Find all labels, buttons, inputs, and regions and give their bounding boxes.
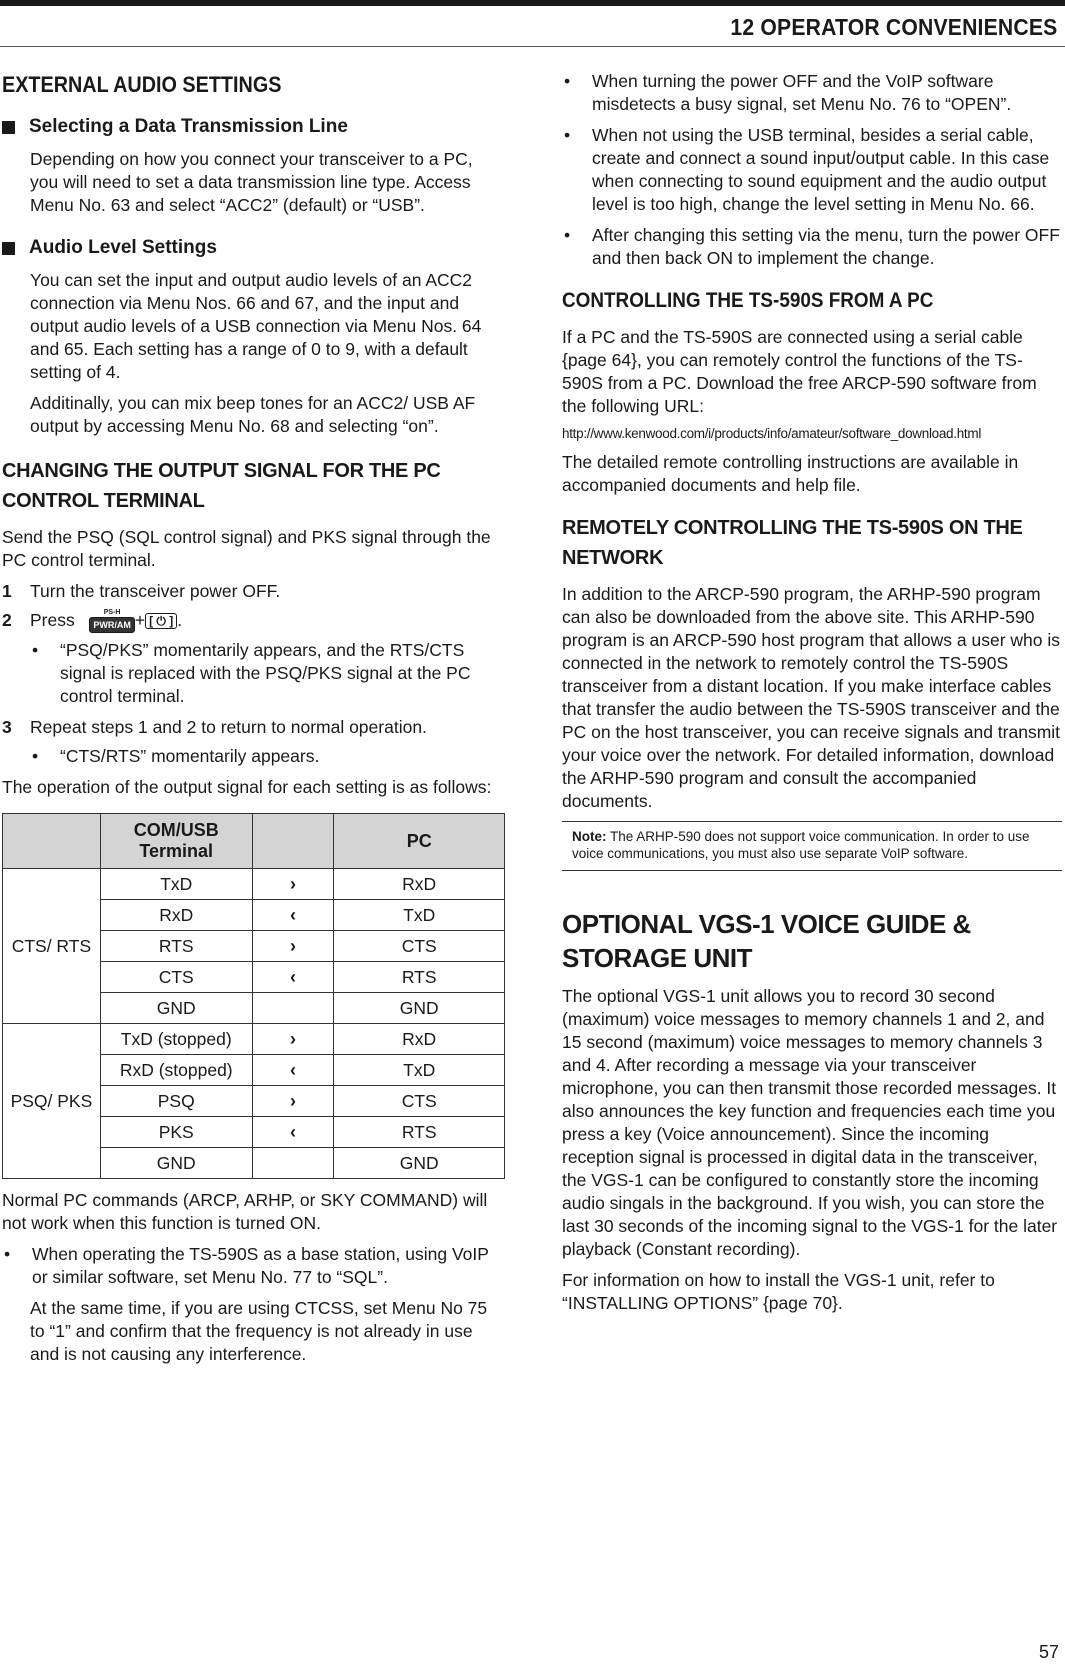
direction-cell <box>252 1148 334 1179</box>
chapter-rule <box>0 46 1065 47</box>
com-cell: PSQ <box>100 1086 252 1117</box>
step-2-text <box>30 609 182 633</box>
com-cell: RxD <box>100 900 252 931</box>
output-signal-heading: CHANGING THE OUTPUT SIGNAL FOR THE PC CONTROL TERMINAL <box>2 460 441 512</box>
com-cell: GND <box>100 993 252 1024</box>
step-1-text: Turn the transceiver power OFF. <box>30 581 281 601</box>
plus-sign: + <box>134 610 146 630</box>
step-3-bullet-text: “CTS/RTS” momentarily appears. <box>60 746 320 767</box>
pc-cell: RxD <box>334 1024 505 1055</box>
list-item <box>562 224 1062 270</box>
table-intro: The operation of the output signal for each setting is as follows: <box>2 777 492 798</box>
bullet-dot: • <box>564 225 571 245</box>
list-item-text: When turning the power OFF and the VoIP software misdetects a busy signal, set Menu No. 76 to “OPEN”. <box>592 71 1012 114</box>
audio-level-heading <box>2 235 505 261</box>
direction-cell: ‹ <box>252 900 334 931</box>
table-row <box>3 869 505 900</box>
remote-text: In addition to the ARCP-590 program, the ARHP-590 program can also be downloaded from the above site. This ARHP-590 program is an ARCP-590 host program that allows a user who is connected in the network to remotely control the TS-590S transceiver from a distant location. If you make interface cables that transfer the audio between the TS-590S transceiver and the PC on the host transceiver, you can receive signals and transmit your voice over the network. For detailed information, download the ARHP-590 program and consult the accompanied documents. <box>562 584 1061 811</box>
controlling-text: If a PC and the TS-590S are connected using a serial cable {page 64}, you can remotely control the functions of the TS-590S from a PC. Download the free ARCP-590 software from the following URL: <box>562 327 1037 416</box>
controlling-text-2: The detailed remote controlling instructions are available in accompanied documents and help file. <box>562 452 1019 495</box>
pwr-am-key-top: PS-H <box>103 609 121 617</box>
com-cell: GND <box>100 1148 252 1179</box>
pwr-am-key <box>89 609 135 633</box>
list-item <box>562 124 1062 216</box>
output-signal-intro: Send the PSQ (SQL control signal) and PKS signal through the PC control terminal. <box>2 527 491 570</box>
square-bullet-icon <box>2 242 15 255</box>
note-box <box>562 821 1062 871</box>
table-header-pc: PC <box>334 814 505 869</box>
table-header-com: COM/USB Terminal <box>100 814 252 869</box>
table-header-row <box>3 814 505 869</box>
audio-level-text-1: You can set the input and output audio levels of an ACC2 connection via Menu Nos. 66 and 67, and the input and output audio levels of a USB connection via Menu Nos. 64 and 65. Each setting has a range of 0 to 9, with a default setting of 4. <box>30 270 482 382</box>
table-row <box>3 1024 505 1055</box>
page-number: 57 <box>1038 1642 1059 1662</box>
pc-cell: RxD <box>334 869 505 900</box>
right-column <box>562 70 1062 1323</box>
base-station-bullet-text: When operating the TS-590S as a base station, using VoIP or similar software, set Menu No. 77 to “SQL”. <box>32 1244 489 1288</box>
signal-table <box>2 813 505 1179</box>
chapter-title: 12 OPERATOR CONVENIENCES <box>730 14 1057 40</box>
pc-cell: TxD <box>334 1055 505 1086</box>
table-header-dir <box>252 814 334 869</box>
direction-cell: › <box>252 1086 334 1117</box>
pc-cell: GND <box>334 993 505 1024</box>
power-key-icon: [ ⏻ ] <box>145 613 177 629</box>
bullet-dot: • <box>32 746 39 767</box>
data-line-heading <box>2 114 505 140</box>
remote-heading: REMOTELY CONTROLLING THE TS-590S ON THE NETWORK <box>562 517 1023 569</box>
pc-cell: CTS <box>334 1086 505 1117</box>
list-item-text: When not using the USB terminal, besides a serial cable, create and connect a sound input/output cable. In this case when connecting to sound equipment and the audio output level is too high, change the level setting in Menu No. 66. <box>592 125 1050 214</box>
external-audio-heading: EXTERNAL AUDIO SETTINGS <box>2 72 282 97</box>
step-3-bullet <box>30 745 505 768</box>
step-2-bullet-text: “PSQ/PKS” momentarily appears, and the RTS/CTS signal is replaced with the PSQ/PKS signal at the PC control terminal. <box>60 640 471 707</box>
vgs-heading: OPTIONAL VGS-1 VOICE GUIDE & STORAGE UNIT <box>562 909 971 973</box>
step-1 <box>2 580 505 603</box>
direction-cell: › <box>252 869 334 900</box>
list-item <box>562 70 1062 116</box>
top-rule <box>0 0 1065 6</box>
bullet-dot: • <box>32 640 39 661</box>
direction-cell: ‹ <box>252 962 334 993</box>
step-3-number: 3 <box>2 717 12 738</box>
step-2-number: 2 <box>2 610 12 630</box>
com-cell: RTS <box>100 931 252 962</box>
audio-level-heading-text: Audio Level Settings <box>29 237 217 258</box>
base-station-bullet <box>2 1243 505 1289</box>
bullet-dot: • <box>564 71 571 91</box>
audio-level-text-2: Additinally, you can mix beep tones for an ACC2/ USB AF output by accessing Menu No. 68 and selecting “on”. <box>30 393 476 436</box>
note-text: The ARHP-590 does not support voice communication. In order to use voice communications, you must also use separate VoIP software. <box>572 829 1030 861</box>
controlling-heading: CONTROLLING THE TS-590S FROM A PC <box>562 289 934 312</box>
pwr-am-key-label: PWR/AM <box>89 617 135 633</box>
pc-cell: RTS <box>334 1117 505 1148</box>
direction-cell <box>252 993 334 1024</box>
step-2 <box>2 609 505 633</box>
com-cell: TxD <box>100 869 252 900</box>
step-2-press: Press <box>30 610 75 630</box>
data-line-heading-text: Selecting a Data Transmission Line <box>29 116 348 137</box>
step-3-text: Repeat steps 1 and 2 to return to normal operation. <box>30 717 427 738</box>
step-1-number: 1 <box>2 581 12 601</box>
download-url[interactable]: http://www.kenwood.com/i/products/info/amateur/software_download.html <box>562 426 982 441</box>
data-line-text: Depending on how you connect your transceiver to a PC, you will need to set a data transmission line type. Access Menu No. 63 and select “ACC2” (default) or “USB”. <box>30 149 473 215</box>
ctcss-text: At the same time, if you are using CTCSS, set Menu No 75 to “1” and confirm that the frequency is not already in use and is not causing any interference. <box>30 1298 488 1365</box>
pc-cell: GND <box>334 1148 505 1179</box>
direction-cell: › <box>252 1024 334 1055</box>
com-cell: TxD (stopped) <box>100 1024 252 1055</box>
direction-cell: › <box>252 931 334 962</box>
bullet-dot: • <box>564 125 571 145</box>
com-cell: RxD (stopped) <box>100 1055 252 1086</box>
pc-cell: CTS <box>334 931 505 962</box>
list-item-text: After changing this setting via the menu, turn the power OFF and then back ON to implement the change. <box>592 225 1060 268</box>
step-2-period: . <box>177 610 183 630</box>
step-3 <box>2 716 505 739</box>
com-cell: PKS <box>100 1117 252 1148</box>
pc-cell: TxD <box>334 900 505 931</box>
com-cell: CTS <box>100 962 252 993</box>
note-label: Note: <box>572 829 607 844</box>
vgs-text-1: The optional VGS-1 unit allows you to record 30 second (maximum) voice messages to memory channels 1 and 2, and 15 second (maximum) voice messages to memory channels 3 and 4. After recording a message via your transceiver microphone, you can then transmit those recorded messages. It also announces the key function and frequencies each time you press a key (Voice announcement). Since the incoming reception signal is processed in digital data in the transceiver, the VGS-1 can be configured to constantly store the incoming audio singals in the background. If you wish, you can store the last 30 seconds of the incoming signal to the VGS-1 for the later playback (Constant recording). <box>562 986 1058 1259</box>
after-table-text: Normal PC commands (ARCP, ARHP, or SKY COMMAND) will not work when this function is turned ON. <box>2 1190 488 1234</box>
bullet-dot: • <box>4 1244 11 1265</box>
square-bullet-icon <box>2 121 15 134</box>
direction-cell: ‹ <box>252 1055 334 1086</box>
group-label: CTS/ RTS <box>3 869 101 1024</box>
table-header-blank <box>3 814 101 869</box>
left-column <box>2 70 505 1374</box>
vgs-text-2: For information on how to install the VGS-1 unit, refer to “INSTALLING OPTIONS” {page 70}. <box>562 1270 995 1313</box>
pc-cell: RTS <box>334 962 505 993</box>
group-label: PSQ/ PKS <box>3 1024 101 1179</box>
step-2-bullet <box>30 639 505 708</box>
direction-cell: ‹ <box>252 1117 334 1148</box>
